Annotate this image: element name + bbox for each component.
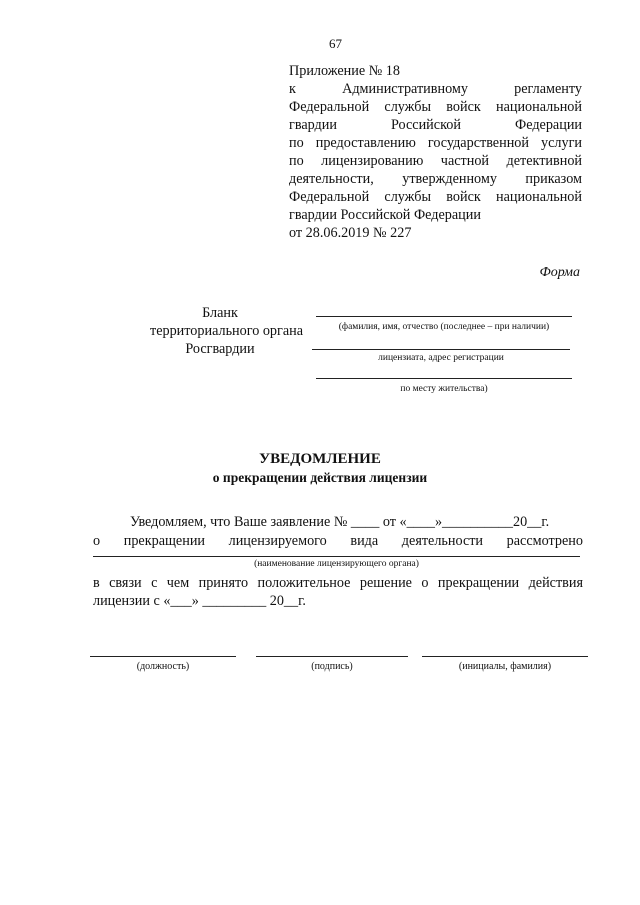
page-number: 67 (329, 36, 342, 51)
recipient-caption-name: (фамилия, имя, отчество (последнее – при наличии) (338, 322, 550, 332)
appendix-line: от 28.06.2019 № 227 (289, 225, 412, 241)
initials-caption: (инициалы, фамилия) (458, 661, 552, 672)
appendix-line: гвардии Российской Федерации (289, 207, 481, 223)
appendix-header (289, 62, 582, 242)
recipient-license-field[interactable] (312, 349, 570, 350)
licensing-organ-field[interactable] (93, 556, 580, 557)
body-line-license-date: лицензии с «___» _________ 20__г. (93, 593, 306, 609)
appendix-line: Федеральной службы войск национальной (289, 99, 582, 115)
form-label: Форма (539, 265, 580, 280)
body-line-application: Уведомляем, что Ваше заявление № ____ от «____»__________20__г. (130, 514, 550, 530)
appendix-line: по предоставлению государственной услуги (289, 135, 582, 151)
document-subtitle: о прекращении действия лицензии (212, 470, 428, 485)
recipient-address-field[interactable] (316, 378, 572, 379)
blank-line: Росгвардии (185, 341, 255, 357)
recipient-caption-address: по месту жительства) (400, 384, 488, 394)
signature-caption: (подпись) (311, 661, 353, 672)
body-line-decision: в связи с чем принято положительное решение о прекращении действия (93, 575, 583, 591)
appendix-line: к Административному регламенту (289, 81, 582, 97)
letterhead-blank (150, 304, 304, 358)
position-field[interactable] (90, 656, 236, 657)
body-line-termination: о прекращении лицензируемого вида деятельности рассмотрено (93, 533, 583, 549)
appendix-line: Приложение № 18 (289, 63, 400, 79)
licensing-organ-caption: (наименование лицензирующего органа) (254, 559, 419, 569)
signature-field[interactable] (256, 656, 408, 657)
recipient-name-field[interactable] (316, 316, 572, 317)
initials-field[interactable] (422, 656, 588, 657)
position-caption: (должность) (136, 661, 190, 672)
appendix-line: деятельности, утвержденному приказом (289, 171, 582, 187)
appendix-line: по лицензированию частной детективной (289, 153, 582, 169)
blank-line: территориального органа (150, 323, 304, 339)
appendix-line: гвардии Российской Федерации (289, 117, 582, 133)
blank-line: Бланк (202, 305, 238, 321)
recipient-caption-license: лицензиата, адрес регистрации (378, 353, 504, 363)
document-title: УВЕДОМЛЕНИЕ (259, 451, 381, 467)
appendix-line: Федеральной службы войск национальной (289, 189, 582, 205)
